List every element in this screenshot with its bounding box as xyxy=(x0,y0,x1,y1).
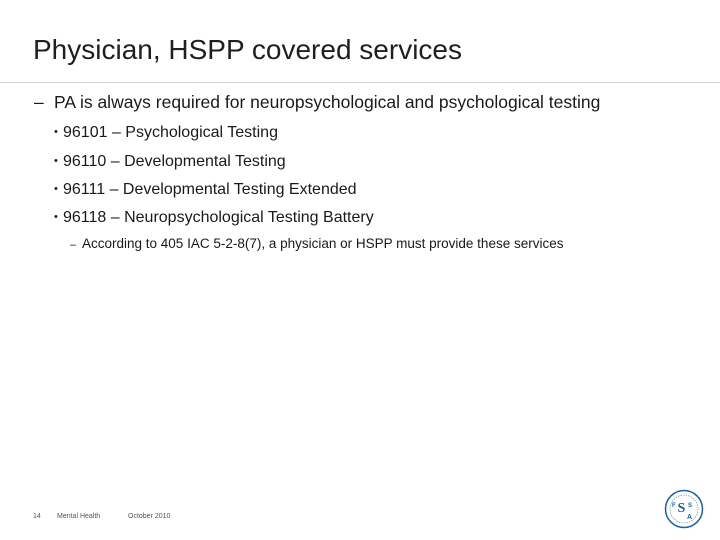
logo-letter-s2: S xyxy=(688,503,693,509)
dash-marker: – xyxy=(34,92,44,112)
bullet-dot: • xyxy=(54,155,58,167)
code-item-96118 xyxy=(54,209,374,227)
code-item-96101 xyxy=(54,124,278,142)
code-item-text: 96118 – Neuropsychological Testing Battery xyxy=(63,209,374,226)
code-item-96111 xyxy=(54,181,357,199)
fssa-seal-icon xyxy=(664,489,704,529)
code-item-text: 96101 – Psychological Testing xyxy=(63,124,278,141)
bullet-dot: • xyxy=(54,126,58,138)
logo-letter-s: S xyxy=(677,501,686,516)
logo-letter-f: F xyxy=(672,503,676,509)
bullet-dot: • xyxy=(54,183,58,195)
code-item-96110 xyxy=(54,153,286,171)
bullet-dot: • xyxy=(54,211,58,223)
main-bullet-text: PA is always required for neuropsychological and psychological testing xyxy=(54,92,601,112)
footer-section: Mental Health xyxy=(57,513,101,520)
slide-title: Physician, HSPP covered services xyxy=(33,34,462,65)
page-number: 14 xyxy=(33,513,41,520)
title-divider xyxy=(0,82,720,83)
code-item-text: 96111 – Developmental Testing Extended xyxy=(63,181,357,198)
footer-date: October 2010 xyxy=(128,513,171,520)
code-item-text: 96110 – Developmental Testing xyxy=(63,153,286,170)
regulation-note xyxy=(70,236,563,251)
logo-letter-a: A xyxy=(687,514,693,521)
regulation-note-text: According to 405 IAC 5-2-8(7), a physician or HSPP must provide these services xyxy=(82,236,564,251)
dash-marker: – xyxy=(70,239,77,251)
main-bullet xyxy=(34,92,600,113)
